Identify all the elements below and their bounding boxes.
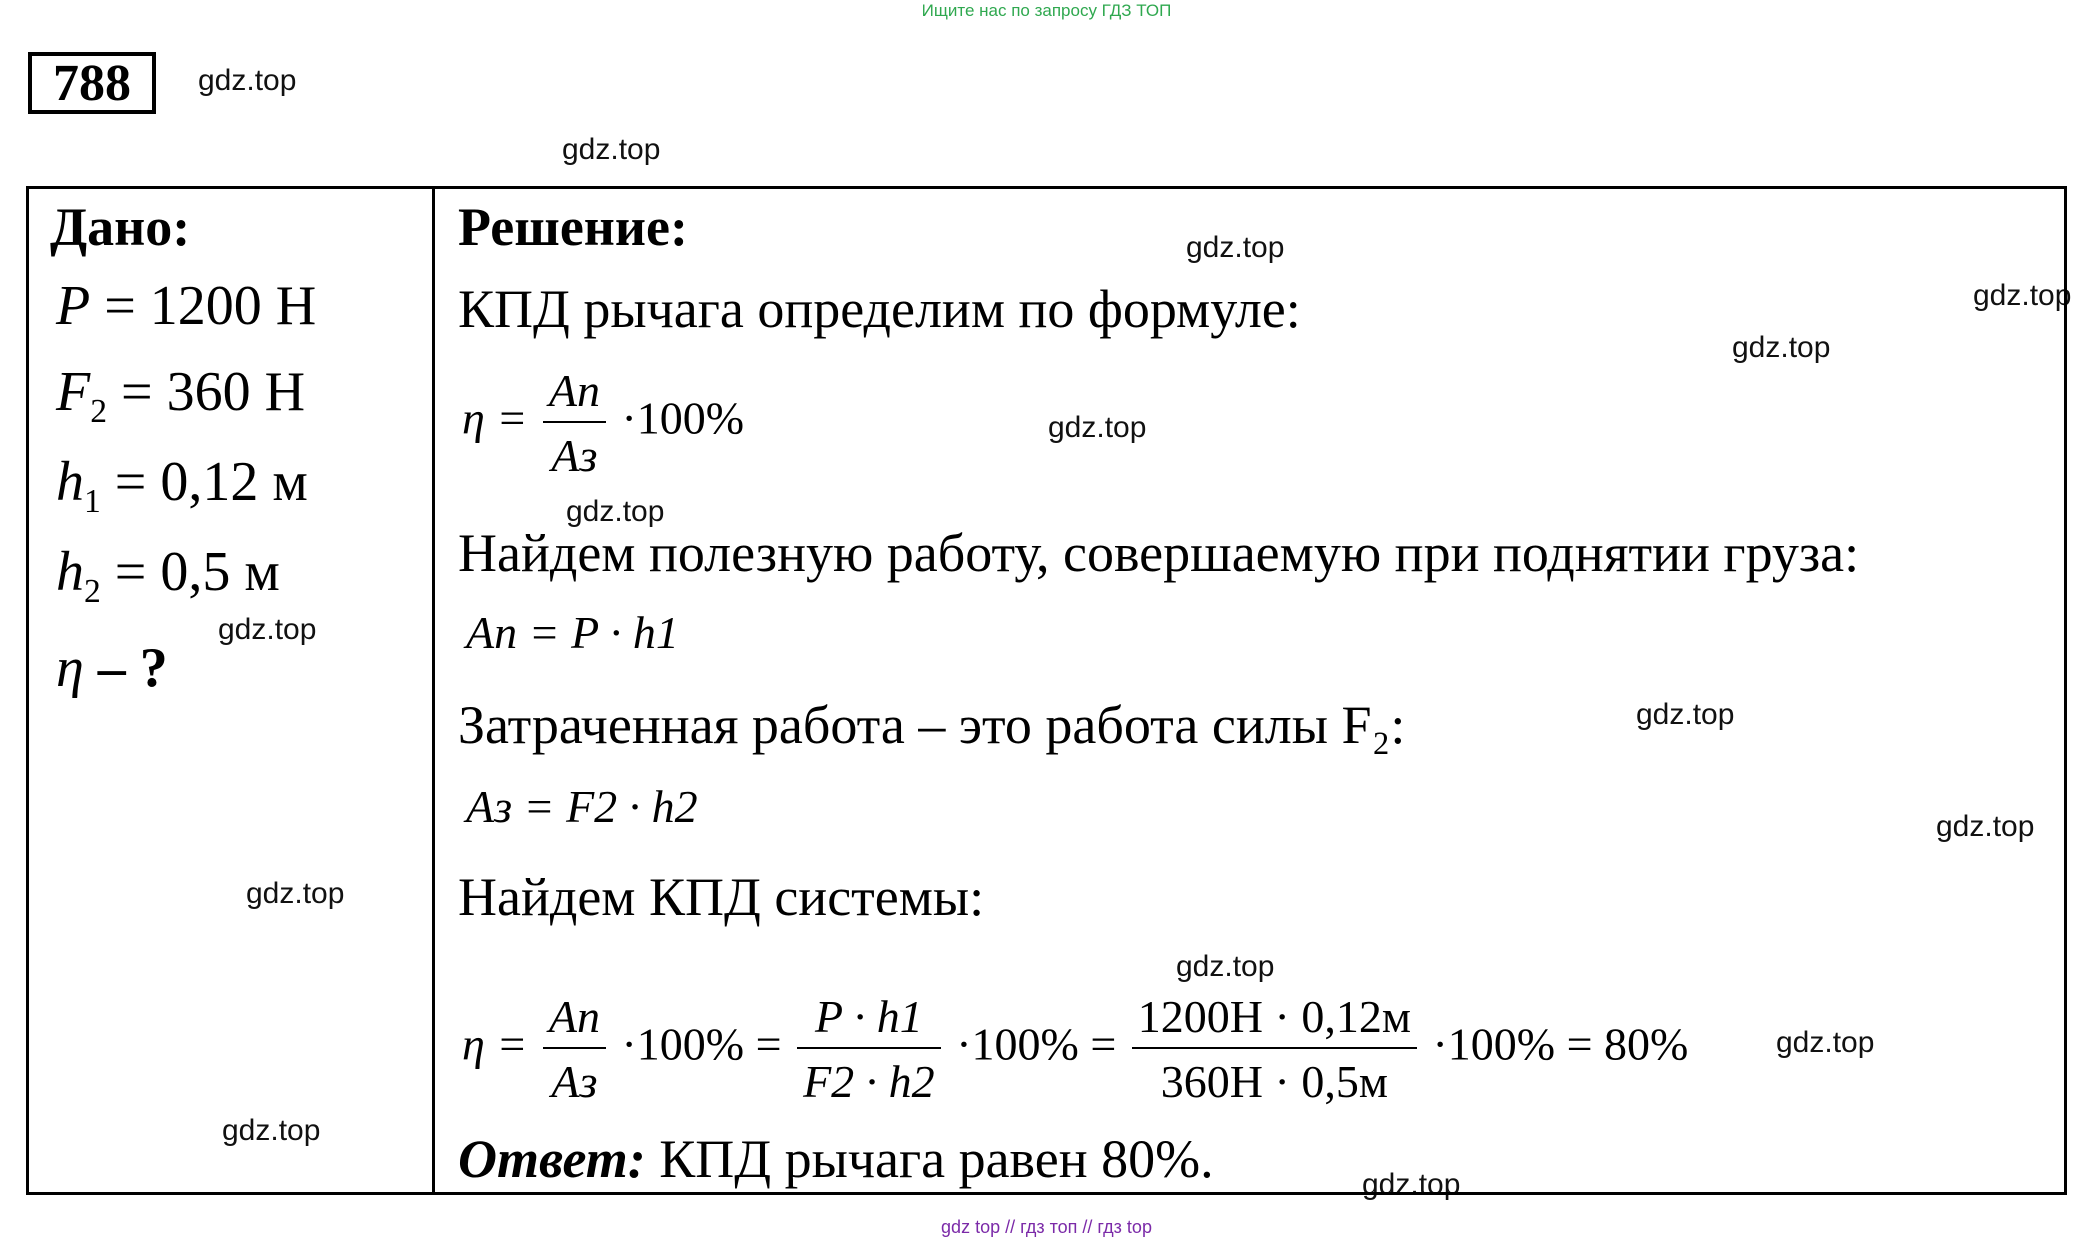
watermark: gdz.top bbox=[198, 64, 297, 97]
given-force bbox=[56, 360, 305, 431]
formula-lhs: η = bbox=[462, 1018, 528, 1070]
watermark: gdz.top bbox=[218, 613, 317, 646]
given-height-1 bbox=[56, 450, 308, 521]
given-weight bbox=[56, 274, 316, 338]
watermark: gdz.top bbox=[246, 877, 345, 910]
given-unknown bbox=[56, 636, 168, 700]
fraction-numerator: Aп bbox=[543, 364, 606, 423]
answer-label: Ответ: bbox=[458, 1129, 646, 1189]
watermark: gdz.top bbox=[1048, 411, 1147, 444]
formula-operator: ·100% = bbox=[956, 1018, 1117, 1070]
formula-lhs: η = bbox=[462, 392, 528, 444]
fraction-denominator: 360H · 0,5м bbox=[1160, 1056, 1388, 1107]
watermark: gdz.top bbox=[566, 495, 665, 528]
watermark: gdz.top bbox=[1936, 810, 2035, 843]
fraction-denominator: F2 · h2 bbox=[803, 1056, 935, 1107]
fraction-numerator: Aп bbox=[543, 990, 606, 1049]
fraction bbox=[543, 364, 606, 482]
fraction-numerator: P · h1 bbox=[797, 990, 941, 1049]
watermark: gdz.top bbox=[222, 1114, 321, 1147]
value-f2: = 360 Н bbox=[107, 361, 306, 423]
fraction bbox=[1132, 990, 1417, 1108]
watermark: gdz.top bbox=[1732, 331, 1831, 364]
top-promo-note: Ищите нас по запросу ГДЗ ТОП bbox=[921, 1, 1172, 20]
subscript: 2 bbox=[84, 573, 101, 611]
solution-line-2: Найдем полезную работу, совершаемую при поднятии груза: bbox=[458, 523, 1860, 583]
column-divider bbox=[432, 186, 435, 1195]
fraction-numerator: 1200H · 0,12м bbox=[1132, 990, 1417, 1049]
formula-operator: ·100% = bbox=[621, 1018, 782, 1070]
answer-text: КПД рычага равен 80%. bbox=[645, 1129, 1214, 1189]
given-height-2 bbox=[56, 540, 280, 611]
subscript: 1 bbox=[84, 483, 101, 521]
value-h2: = 0,5 м bbox=[100, 541, 280, 603]
watermark: gdz.top bbox=[1973, 279, 2072, 312]
formula-efficiency-calc bbox=[462, 990, 1688, 1108]
value-h1: = 0,12 м bbox=[100, 451, 308, 513]
watermark: gdz.top bbox=[1362, 1168, 1461, 1201]
unknown-mark: – ? bbox=[83, 637, 168, 699]
watermark: gdz.top bbox=[1186, 231, 1285, 264]
formula-rhs: ·100% bbox=[621, 392, 745, 444]
symbol-eta: η bbox=[56, 637, 84, 699]
symbol-h: h bbox=[56, 541, 84, 603]
watermark: gdz.top bbox=[1776, 1026, 1875, 1059]
fraction bbox=[797, 990, 941, 1108]
symbol-p: P bbox=[56, 275, 91, 337]
fraction-denominator: Aз bbox=[551, 1056, 598, 1107]
fraction-denominator: Aз bbox=[551, 430, 598, 481]
formula-efficiency bbox=[462, 364, 744, 482]
watermark: gdz.top bbox=[1636, 698, 1735, 731]
formula-result: ·100% = 80% bbox=[1432, 1018, 1689, 1070]
subscript: 2 bbox=[90, 393, 108, 431]
fraction bbox=[543, 990, 606, 1108]
problem-number: 788 bbox=[28, 52, 156, 114]
formula-useful-work: Aп = P · h1 bbox=[466, 607, 679, 658]
answer-line bbox=[458, 1128, 1214, 1190]
solution-line-3: Затраченная работа – это работа силы F₂: bbox=[458, 695, 1406, 755]
formula-spent-work: Aз = F2 · h2 bbox=[466, 781, 698, 832]
solution-line-4: Найдем КПД системы: bbox=[458, 867, 985, 927]
footer-links: gdz top // гдз топ // гдз top bbox=[941, 1217, 1152, 1237]
given-heading: Дано: bbox=[50, 197, 191, 257]
solution-heading: Решение: bbox=[458, 197, 688, 257]
watermark: gdz.top bbox=[562, 133, 661, 166]
symbol-h: h bbox=[56, 451, 84, 513]
solution-line-1: КПД рычага определим по формуле: bbox=[458, 279, 1301, 339]
value-p: = 1200 Н bbox=[90, 275, 317, 337]
symbol-f: F bbox=[56, 361, 91, 423]
watermark: gdz.top bbox=[1176, 950, 1275, 983]
